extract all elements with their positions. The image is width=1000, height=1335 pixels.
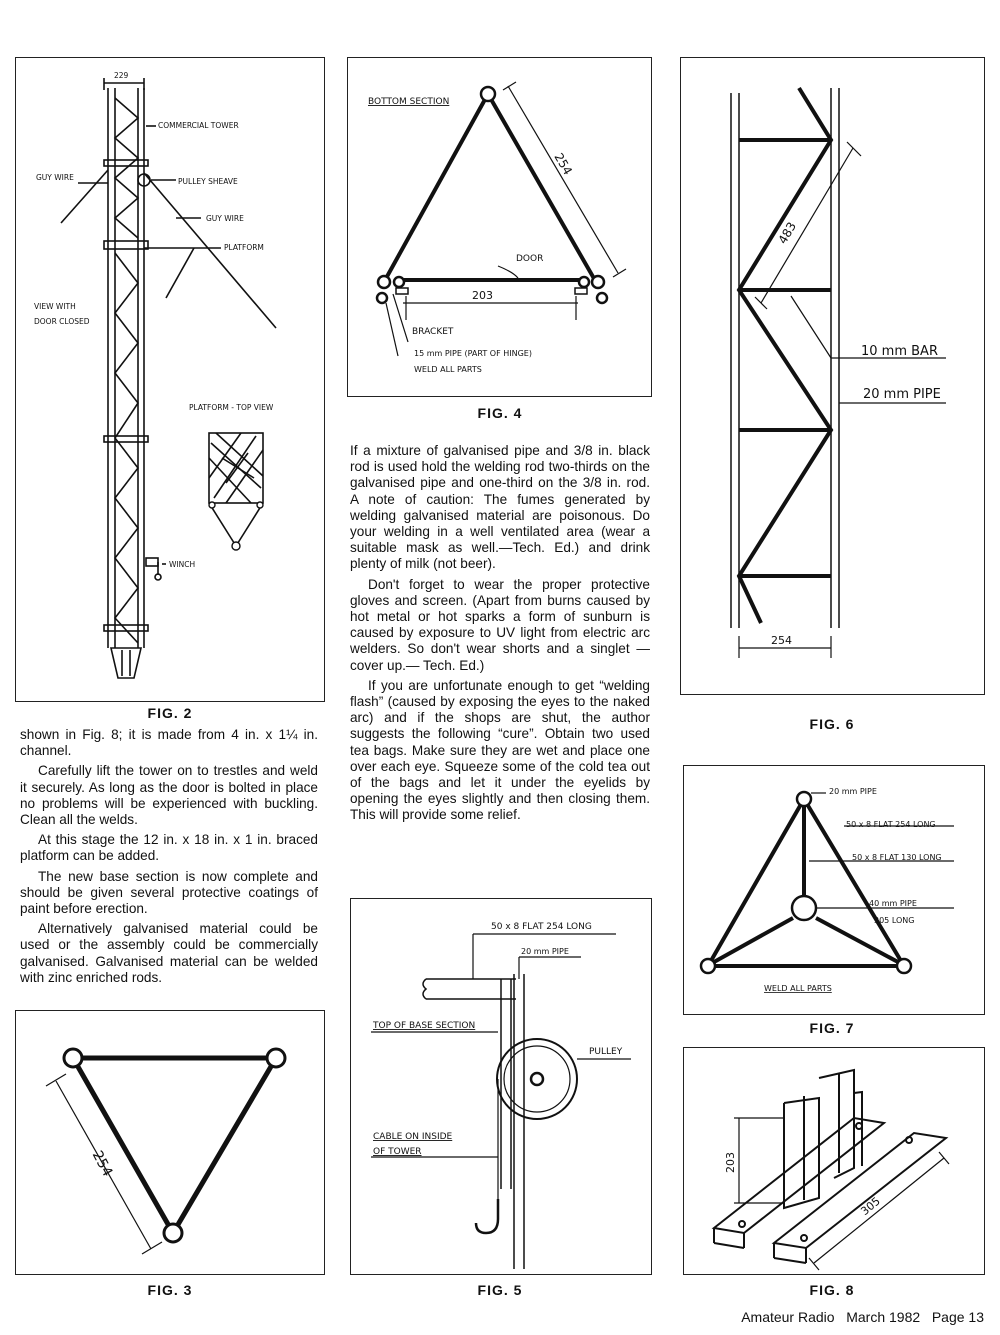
page-footer: Amateur Radio March 1982 Page 13 <box>741 1309 984 1325</box>
fig7-flat254-label: 50 x 8 FLAT 254 LONG <box>846 820 936 829</box>
fig6-pipe-label: 20 mm PIPE <box>863 387 941 402</box>
fig4-door-label: DOOR <box>516 254 544 264</box>
fig4-frame <box>347 57 652 397</box>
fig7-flat130-label: 50 x 8 FLAT 130 LONG <box>852 853 942 862</box>
fig7-pipe20-label: 20 mm PIPE <box>829 787 877 796</box>
fig5-cable-label-2: OF TOWER <box>373 1147 422 1157</box>
col2-para-3: If you are unfortunate enough to get “welding flash” (caused by exposing the eyes to the naked arc) and if the shops are shut, the author suggests the following “cure”. Obtain two used tea bags. Make sure they are wet and place one over each eye. Squeeze some of the cold tea out of the bags and let it under the eyelids by opening the eyes slightly and then closing them. This will provide some relief. <box>350 677 650 823</box>
col2-para-1: If a mixture of galvanised pipe and 3/8 in. black rod is used hold the welding rod two-thirds on the galvanised pipe and one-third on the 3/8 in. rod. A note of caution: The fumes generated by welding galvanised material are poisonous. Do your welding in a well ventilated area (wear a suitable mask as well.—Tech. Ed.) and drink plenty of milk (not beer). <box>350 443 650 572</box>
fig8-frame <box>683 1047 985 1275</box>
fig6-dim-base: 254 <box>771 634 792 647</box>
fig7-pipe40-label: 40 mm PIPE <box>869 899 917 908</box>
col1-para-5: Alternatively galvanised material could be used or the assembly could be commercially galvanised. Galvanised material can be welded with zinc enriched rods. <box>20 921 318 985</box>
fig2-dim-top: 229 <box>114 71 129 80</box>
fig4-dim-side: 254 <box>551 150 575 178</box>
fig7-weld-label: WELD ALL PARTS <box>764 984 832 993</box>
fig5-flat-label: 50 x 8 FLAT 254 LONG <box>491 922 592 932</box>
fig2-frame <box>15 57 325 702</box>
fig6-frame <box>680 57 985 695</box>
col1-para-1: shown in Fig. 8; it is made from 4 in. x 1¼ in. channel. <box>20 727 318 759</box>
fig3-frame <box>15 1010 325 1275</box>
fig5-cable-label-1: CABLE ON INSIDE <box>373 1132 453 1142</box>
fig6-bar-label: 10 mm BAR <box>861 344 938 359</box>
fig3-triangle-diagram <box>16 1011 326 1276</box>
fig2-platform-label: PLATFORM <box>224 243 264 252</box>
col2-para-2: Don't forget to wear the proper protective gloves and screen. (Apart from burns caused by hot metal or hot sparks a form of sunburn is caused by exposure to UV light from electric arc welders. So don't wear shorts and a singlet — cover up.— Tech. Ed.) <box>350 576 650 673</box>
fig8-channel-diagram <box>684 1048 986 1276</box>
col1-para-4: The new base section is now complete and should be given several protective coatings of paint before erection. <box>20 868 318 917</box>
fig4-weld-label: WELD ALL PARTS <box>414 365 482 374</box>
fig4-bottom-section-diagram <box>348 58 653 398</box>
fig8-caption: FIG. 8 <box>809 1282 855 1298</box>
fig6-caption: FIG. 6 <box>809 716 855 732</box>
fig2-view-label-2: DOOR CLOSED <box>34 317 90 326</box>
fig4-pipe-label: 15 mm PIPE (PART OF HINGE) <box>414 349 532 358</box>
fig6-tower-section-diagram <box>681 58 986 696</box>
text-column-left <box>20 727 318 990</box>
fig4-dim-base: 203 <box>472 289 493 302</box>
fig5-top-of-base-label: TOP OF BASE SECTION <box>373 1021 476 1031</box>
fig8-dim-l: 305 <box>858 1194 883 1219</box>
fig7-frame <box>683 765 985 1015</box>
fig8-dim-h: 203 <box>724 1152 737 1173</box>
fig2-commercial-tower-label: COMMERCIAL TOWER <box>158 121 239 130</box>
fig3-dim-label: 254 <box>88 1148 116 1180</box>
col1-para-3: At this stage the 12 in. x 18 in. x 1 in. braced platform can be added. <box>20 832 318 864</box>
fig3-caption: FIG. 3 <box>147 1282 193 1298</box>
fig2-tower-diagram <box>16 58 326 703</box>
fig2-guy-wire-right-label: GUY WIRE <box>206 214 244 223</box>
text-column-middle <box>350 443 650 828</box>
fig2-pulley-sheave-label: PULLEY SHEAVE <box>178 177 238 186</box>
fig2-guy-wire-left-label: GUY WIRE <box>36 173 74 182</box>
fig2-caption: FIG. 2 <box>147 705 193 721</box>
fig4-bottom-section-label: BOTTOM SECTION <box>368 97 450 107</box>
fig4-caption: FIG. 4 <box>477 405 523 421</box>
fig2-view-label-1: VIEW WITH <box>34 302 76 311</box>
col1-para-2: Carefully lift the tower on to trestles and weld it securely. As long as the door is bolted in place no problems will be experienced with buckling. Clean all the welds. <box>20 763 318 828</box>
fig5-frame <box>350 898 652 1275</box>
fig2-winch-label: WINCH <box>169 560 196 569</box>
fig5-pipe-label: 20 mm PIPE <box>521 947 569 956</box>
fig5-pulley-diagram <box>351 899 653 1276</box>
fig4-bracket-label: BRACKET <box>412 327 454 337</box>
fig7-caption: FIG. 7 <box>809 1020 855 1036</box>
fig7-triangle-brace-diagram <box>684 766 986 1016</box>
fig6-dim-diag: 483 <box>775 219 800 247</box>
fig7-long305-label: 305 LONG <box>874 916 915 925</box>
fig5-pulley-label: PULLEY <box>589 1047 623 1057</box>
fig5-caption: FIG. 5 <box>477 1282 523 1298</box>
fig2-platform-top-view-label: PLATFORM - TOP VIEW <box>189 403 274 412</box>
